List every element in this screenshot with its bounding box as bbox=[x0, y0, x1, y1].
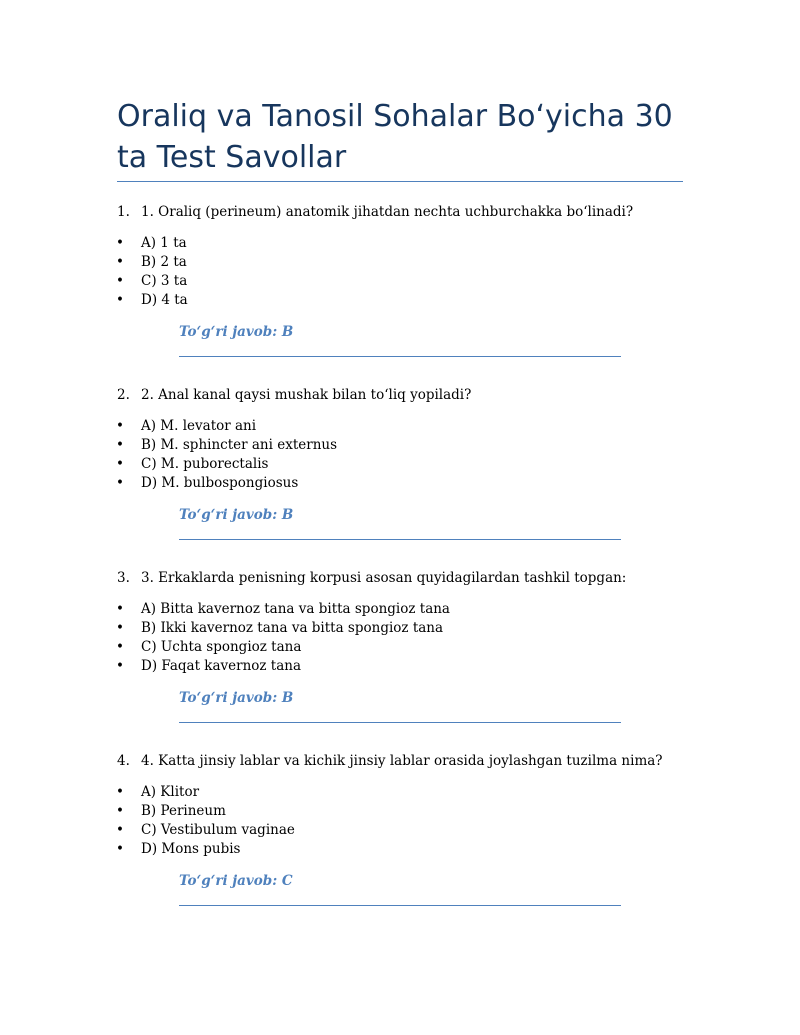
option-text: A) 1 ta bbox=[141, 235, 187, 251]
question-number: 3. bbox=[117, 570, 130, 586]
question-text: 4. Katta jinsiy lablar va kichik jinsiy lablar orasida joylashgan tuzilma nima? bbox=[141, 753, 663, 769]
option-text: C) Uchta spongioz tana bbox=[141, 639, 302, 655]
option-text: C) 3 ta bbox=[141, 273, 188, 289]
option-item bbox=[0, 821, 800, 840]
options-list bbox=[0, 600, 800, 676]
option-text: A) Bitta kavernoz tana va bitta spongioz tana bbox=[141, 601, 450, 617]
title-divider bbox=[117, 181, 683, 182]
option-item bbox=[0, 638, 800, 657]
option-item bbox=[0, 455, 800, 474]
bullet-icon: • bbox=[116, 254, 124, 270]
option-item bbox=[0, 600, 800, 619]
option-text: B) Ikki kavernoz tana va bitta spongioz tana bbox=[141, 620, 444, 636]
options-list bbox=[0, 417, 800, 493]
option-text: A) Klitor bbox=[141, 784, 200, 800]
option-item bbox=[0, 474, 800, 493]
question-text: 1. Oraliq (perineum) anatomik jihatdan nechta uchburchakka bo‘linadi? bbox=[141, 204, 634, 220]
bullet-icon: • bbox=[116, 620, 124, 636]
option-item bbox=[0, 657, 800, 676]
bullet-icon: • bbox=[116, 456, 124, 472]
option-text: B) 2 ta bbox=[141, 254, 187, 270]
bullet-icon: • bbox=[116, 437, 124, 453]
option-item bbox=[0, 253, 800, 272]
question-text: 2. Anal kanal qaysi mushak bilan to‘liq yopiladi? bbox=[141, 387, 472, 403]
option-text: C) M. puborectalis bbox=[141, 456, 269, 472]
bullet-icon: • bbox=[116, 803, 124, 819]
bullet-icon: • bbox=[116, 418, 124, 434]
option-item bbox=[0, 417, 800, 436]
bullet-icon: • bbox=[116, 822, 124, 838]
correct-answer: To‘g‘ri javob: C bbox=[179, 873, 293, 889]
option-text: D) Faqat kavernoz tana bbox=[141, 658, 302, 674]
option-text: D) M. bulbospongiosus bbox=[141, 475, 299, 491]
question-number: 4. bbox=[117, 753, 130, 769]
option-item bbox=[0, 436, 800, 455]
option-text: C) Vestibulum vaginae bbox=[141, 822, 295, 838]
correct-answer: To‘g‘ri javob: B bbox=[179, 324, 294, 340]
option-item bbox=[0, 840, 800, 859]
bullet-icon: • bbox=[116, 235, 124, 251]
question-number: 2. bbox=[117, 387, 130, 403]
option-item bbox=[0, 291, 800, 310]
option-item bbox=[0, 619, 800, 638]
answer-divider bbox=[179, 905, 621, 906]
bullet-icon: • bbox=[116, 784, 124, 800]
answer-divider bbox=[179, 722, 621, 723]
option-text: B) Perineum bbox=[141, 803, 226, 819]
bullet-icon: • bbox=[116, 639, 124, 655]
bullet-icon: • bbox=[116, 292, 124, 308]
correct-answer: To‘g‘ri javob: B bbox=[179, 690, 294, 706]
option-text: D) 4 ta bbox=[141, 292, 188, 308]
bullet-icon: • bbox=[116, 273, 124, 289]
option-item bbox=[0, 234, 800, 253]
option-item bbox=[0, 802, 800, 821]
question-text: 3. Erkaklarda penisning korpusi asosan quyidagilardan tashkil topgan: bbox=[141, 570, 627, 586]
options-list bbox=[0, 234, 800, 310]
correct-answer: To‘g‘ri javob: B bbox=[179, 507, 294, 523]
question-number: 1. bbox=[117, 204, 130, 220]
option-item bbox=[0, 783, 800, 802]
bullet-icon: • bbox=[116, 601, 124, 617]
answer-divider bbox=[179, 356, 621, 357]
document-title: Oraliq va Tanosil Sohalar Bo‘yicha 30 ta Test Savollar bbox=[117, 99, 673, 175]
option-text: A) M. levator ani bbox=[141, 418, 257, 434]
option-text: D) Mons pubis bbox=[141, 841, 241, 857]
bullet-icon: • bbox=[116, 841, 124, 857]
bullet-icon: • bbox=[116, 658, 124, 674]
option-text: B) M. sphincter ani externus bbox=[141, 437, 338, 453]
bullet-icon: • bbox=[116, 475, 124, 491]
answer-divider bbox=[179, 539, 621, 540]
options-list bbox=[0, 783, 800, 859]
option-item bbox=[0, 272, 800, 291]
